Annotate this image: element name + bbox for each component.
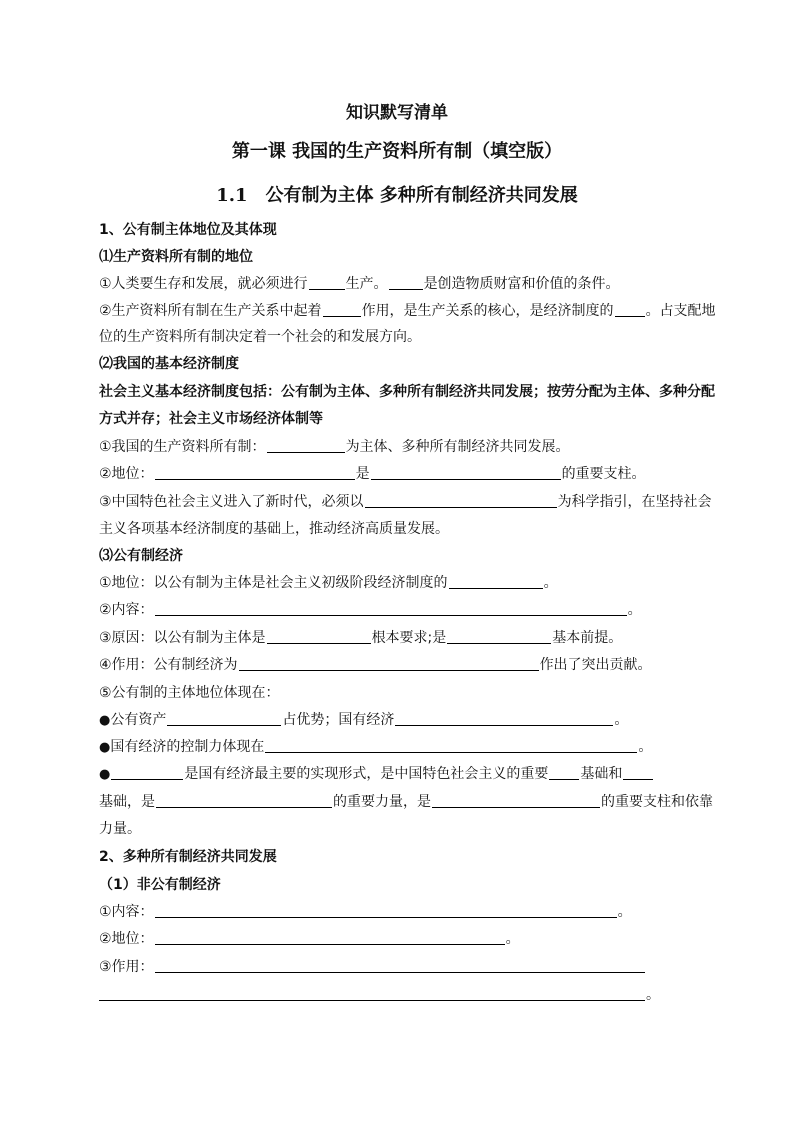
- lesson-title: 第一课 我国的生产资料所有制（填空版）: [231, 141, 563, 162]
- subheading-1-2: ⑵我国的基本经济制度: [99, 356, 239, 372]
- blank[interactable]: [549, 765, 579, 780]
- blank[interactable]: [623, 765, 653, 780]
- blank[interactable]: [99, 986, 645, 1001]
- section-title: 1.1 公有制为主体 多种所有制经济共同发展: [216, 185, 578, 206]
- summary-line-1: 社会主义基本经济制度包括：公有制为主体、多种所有制经济共同发展；按劳分配为主体、多种分配: [99, 384, 715, 400]
- blank[interactable]: [447, 629, 551, 644]
- item-1-3-2: ②内容： 。: [99, 602, 642, 618]
- subheading-1-1: ⑴生产资料所有制的地位: [99, 249, 253, 265]
- item-1-1-1: ①人类要生存和发展，就必须进行 生产。 是创造物质财富和价值的条件。: [99, 276, 620, 292]
- blank[interactable]: [239, 656, 539, 671]
- summary-line-2: 方式并存；社会主义市场经济体制等: [99, 411, 323, 427]
- blank[interactable]: [155, 958, 645, 973]
- blank[interactable]: [395, 711, 613, 726]
- item-1-2-2: ②地位： 是 的重要支柱。: [99, 466, 646, 482]
- blank[interactable]: [449, 574, 543, 589]
- bullet-3-cont-2: 力量。: [99, 821, 141, 837]
- bullet-1: ●公有资产 占优势；国有经济 。: [99, 712, 629, 728]
- subheading-1-3: ⑶公有制经济: [99, 548, 183, 564]
- blank[interactable]: [371, 465, 561, 480]
- item-2-1-2: ②地位： 。: [99, 931, 520, 947]
- blank[interactable]: [111, 765, 183, 780]
- heading-2: 2、多种所有制经济共同发展: [99, 849, 277, 865]
- blank[interactable]: [265, 738, 637, 753]
- bullet-2: ●国有经济的控制力体现在 。: [99, 739, 653, 755]
- bullet-3-cont: 基础，是 的重要力量，是 的重要支柱和依靠: [99, 794, 713, 810]
- blank[interactable]: [155, 601, 627, 616]
- blank[interactable]: [615, 302, 645, 317]
- blank[interactable]: [323, 302, 361, 317]
- blank[interactable]: [309, 275, 345, 290]
- item-1-3-5: ⑤公有制的主体地位体现在：: [99, 685, 280, 701]
- blank[interactable]: [155, 903, 617, 918]
- item-1-1-2-cont: 位的生产资料所有制决定着一个社会的和发展方向。: [99, 329, 421, 345]
- item-1-3-4: ④作用：公有制经济为 作出了突出贡献。: [99, 657, 652, 673]
- blank[interactable]: [365, 493, 557, 508]
- item-2-1-1: ①内容： 。: [99, 904, 632, 920]
- blank[interactable]: [267, 629, 371, 644]
- blank[interactable]: [155, 465, 355, 480]
- blank[interactable]: [267, 438, 345, 453]
- blank[interactable]: [167, 711, 281, 726]
- blank[interactable]: [156, 793, 332, 808]
- item-1-3-3: ③原因：以公有制为主体是 根本要求;是 基本前提。: [99, 630, 623, 646]
- item-1-2-1: ①我国的生产资料所有制： 为主体、多种所有制经济共同发展。: [99, 439, 570, 455]
- item-1-1-2: ②生产资料所有制在生产关系中起着 作用，是生产关系的核心，是经济制度的 。占支配地: [99, 303, 716, 319]
- blank[interactable]: [432, 793, 600, 808]
- blank[interactable]: [389, 275, 423, 290]
- item-1-3-1: ①地位：以公有制为主体是社会主义初级阶段经济制度的 。: [99, 575, 558, 591]
- item-1-2-3: ③中国特色社会主义进入了新时代，必须以 为科学指引，在坚持社会: [99, 494, 712, 510]
- bullet-3: ● 是国有经济最主要的实现形式，是中国特色社会主义的重要 基础和: [99, 765, 654, 784]
- main-title: 知识默写清单: [346, 103, 448, 123]
- blank[interactable]: [155, 930, 505, 945]
- item-2-1-3-cont: 。: [99, 986, 660, 1004]
- subheading-2-1: （1）非公有制经济: [99, 877, 221, 893]
- item-2-1-3: ③作用：: [99, 958, 646, 976]
- heading-1: 1、公有制主体地位及其体现: [99, 222, 277, 238]
- item-1-2-3-cont: 主义各项基本经济制度的基础上，推动经济高质量发展。: [99, 521, 449, 537]
